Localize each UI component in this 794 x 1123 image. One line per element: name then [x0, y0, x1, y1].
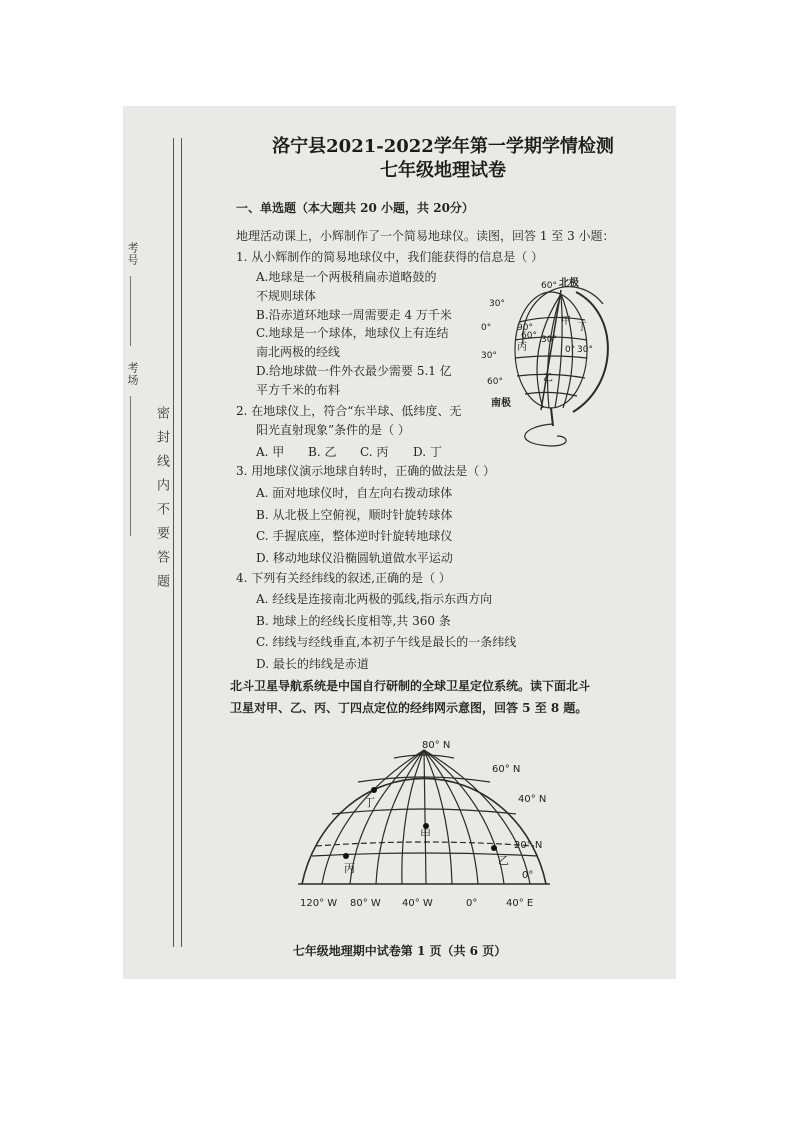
point-bing-marker — [343, 853, 349, 859]
binding-line — [173, 138, 174, 947]
passage-2-line-2: 卫星对甲、乙、丙、丁四点定位的经纬网示意图，回答 5 至 8 题。 — [230, 701, 588, 715]
globe-parallel — [519, 317, 585, 322]
point-jia-label: 甲 — [420, 828, 431, 841]
globe-inner-label: 90° — [517, 323, 533, 333]
grid-lat-label: 20° N — [514, 840, 543, 851]
grid-lat-label: 0° — [522, 870, 534, 881]
globe-point-label: 丙 — [517, 342, 527, 353]
page-footer: 七年级地理期中试卷第 1 页（共 6 页） — [292, 944, 507, 958]
question-3-option-d: D. 移动地球仪沿椭圆轨道做水平运动 — [256, 551, 453, 565]
question-3-option-a: A. 面对地球仪时，自左向右拨动球体 — [256, 486, 453, 500]
question-4-option-a: A. 经线是连接南北两极的弧线,指示东西方向 — [256, 592, 493, 606]
question-2-option-d: D. 丁 — [413, 445, 442, 459]
question-1-option-d: D.给地球做一件外衣最少需要 5.1 亿 — [256, 364, 452, 378]
exam-number-blank — [130, 276, 131, 346]
exam-title: 洛宁县2021-2022学年第一学期学情检测 — [272, 136, 614, 157]
grid-meridian — [350, 750, 424, 884]
question-1-option-a-cont: 不规则球体 — [256, 289, 317, 303]
globe-inner-label: 30° — [577, 345, 593, 355]
grid-meridian — [424, 750, 426, 884]
question-4-option-b: B. 地球上的经线长度相等,共 360 条 — [256, 614, 451, 628]
grid-lon-label: 40° W — [402, 898, 433, 909]
question-3-stem: 3. 用地球仪演示地球自转时，正确的做法是（ ） — [236, 464, 496, 478]
north-pole-label: 北极 — [559, 278, 579, 289]
globe-lat-label: 60° — [541, 281, 557, 291]
point-ding-marker — [371, 787, 377, 793]
grid-figure — [294, 738, 554, 914]
grid-lon-label: 0° — [466, 898, 478, 909]
globe-base — [525, 424, 566, 446]
globe-parallel — [515, 356, 587, 358]
globe-point-label: 甲 — [561, 316, 571, 327]
grid-lat-label: 60° N — [492, 764, 521, 775]
grid-meridian — [402, 750, 424, 884]
point-ding-label: 丁 — [364, 796, 375, 809]
globe-lat-label: 30° — [489, 299, 505, 309]
binding-line — [181, 138, 182, 947]
globe-inner-label: 0° — [565, 345, 576, 355]
grid-lon-label: 80° W — [350, 898, 381, 909]
binding-margin — [123, 106, 185, 979]
question-2-stem-cont: 阳光直射现象”条件的是（ ） — [256, 423, 410, 437]
question-1-option-a: A.地球是一个两极稍扁赤道略鼓的 — [256, 270, 437, 284]
section-heading: 一、单选题（本大题共 20 小题，共 20分） — [236, 201, 474, 215]
question-2-option-a: A. 甲 — [256, 445, 285, 459]
question-1-option-c-cont: 南北两极的经线 — [256, 345, 341, 359]
globe-point-label: 乙 — [543, 373, 553, 384]
point-bing-label: 丙 — [344, 862, 355, 875]
globe-inner-label: 60° — [521, 331, 537, 341]
question-1-stem: 1. 从小辉制作的简易地球仪中，我们能获得的信息是（ ） — [236, 250, 544, 264]
point-yi-label: 乙 — [498, 854, 509, 867]
question-3-option-c: C. 手握底座，整体逆时针旋转地球仪 — [256, 529, 453, 543]
grid-lon-label: 40° E — [506, 898, 534, 909]
point-yi-marker — [491, 845, 497, 851]
exam-number-label: 考号 — [126, 242, 139, 266]
question-3-option-b: B. 从北极上空俯视，顺时针旋转球体 — [256, 508, 453, 522]
question-2-option-c: C. 丙 — [360, 445, 389, 459]
question-1-option-c: C.地球是一个球体，地球仪上有连结 — [256, 326, 449, 340]
question-4-option-c: C. 纬线与经线垂直,本初子午线是最长的一条纬线 — [256, 635, 517, 649]
question-4-option-d: D. 最长的纬线是赤道 — [256, 657, 369, 671]
question-4-stem: 4. 下列有关经纬线的叙述,正确的是（ ） — [236, 571, 451, 585]
question-2-stem: 2. 在地球仪上，符合“东半球、低纬度、无 — [236, 404, 462, 418]
globe-meridian — [548, 294, 562, 408]
exam-paper — [123, 106, 676, 979]
globe-stand — [551, 408, 553, 426]
globe-point-label: 丁 — [577, 322, 587, 333]
globe-lat-label: 60° — [487, 377, 503, 387]
globe-figure — [481, 274, 641, 458]
globe-lat-label: 30° — [481, 351, 497, 361]
exam-subtitle: 七年级地理试卷 — [380, 160, 506, 181]
seal-notice: 密封线内不要答题 — [154, 406, 169, 598]
exam-room-label: 考场 — [126, 362, 139, 386]
south-pole-label: 南极 — [491, 398, 511, 409]
question-1-option-d-cont: 平方千米的布料 — [256, 383, 341, 397]
grid-lat-label: 40° N — [518, 794, 547, 805]
globe-inner-label: 30° — [541, 335, 557, 345]
question-1-option-b: B.沿赤道环地球一周需要走 4 万千米 — [256, 308, 452, 322]
grid-lat-label: 80° N — [422, 740, 451, 751]
globe-lat-label: 0° — [481, 323, 492, 333]
section-intro: 地理活动课上，小辉制作了一个简易地球仪。读图，回答 1 至 3 小题： — [236, 229, 615, 243]
exam-room-blank — [130, 396, 131, 536]
grid-parallel — [332, 809, 516, 814]
passage-2-line-1: 北斗卫星导航系统是中国自行研制的全球卫星定位系统。读下面北斗 — [230, 679, 591, 693]
question-2-option-b: B. 乙 — [308, 445, 337, 459]
globe-parallel — [525, 392, 577, 396]
grid-lon-label: 120° W — [300, 898, 338, 909]
